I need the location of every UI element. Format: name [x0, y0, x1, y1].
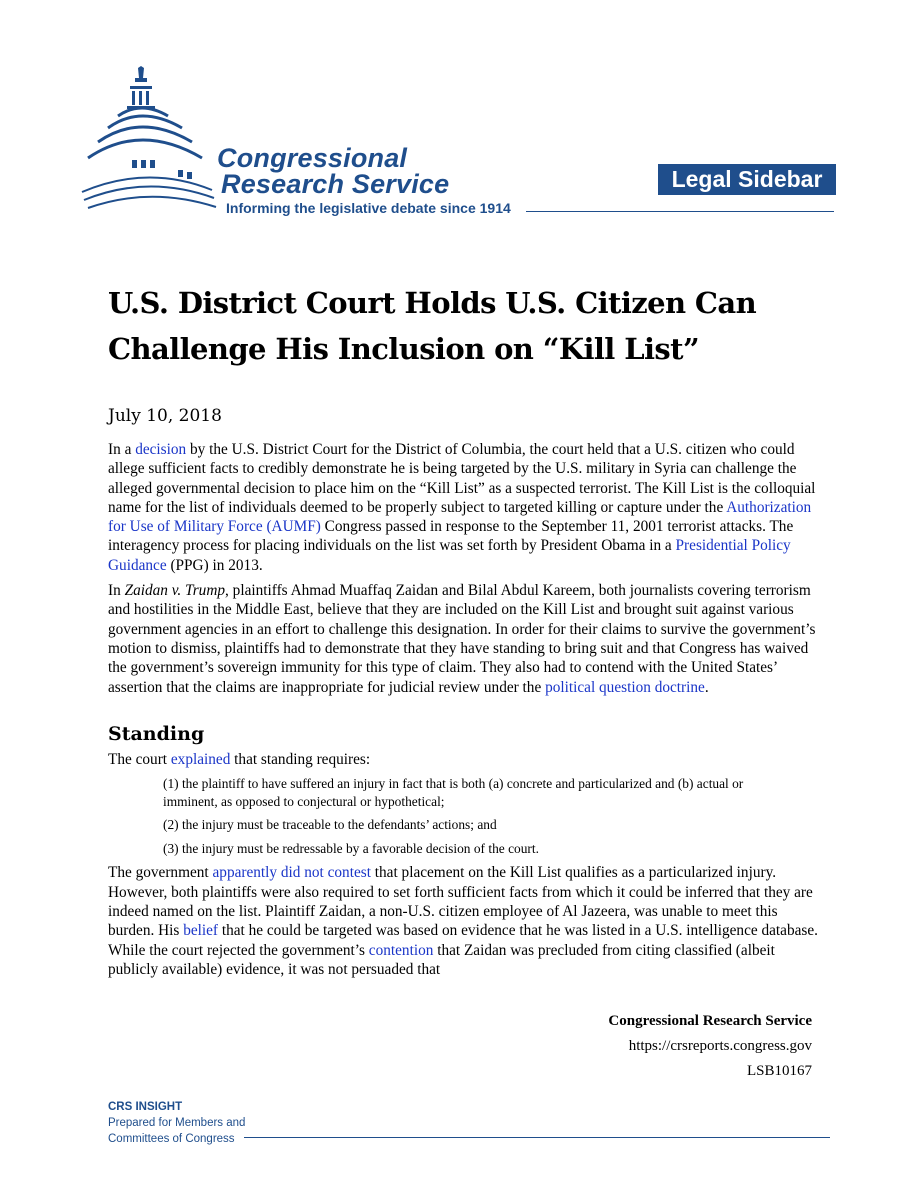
link-aumf[interactable]: Authorization for Use of Military Force (AUMF)	[108, 498, 812, 536]
report-footer	[608, 1012, 812, 1087]
crs-capitol-dome-logo-icon	[78, 64, 218, 214]
logo-tagline: Informing the legislative debate since 1914	[226, 200, 511, 216]
header-divider	[526, 211, 834, 212]
article-body	[108, 440, 818, 985]
link-decision[interactable]: decision	[135, 441, 187, 458]
standing-requirement-2: (2) the injury must be traceable to the defendants’ actions; and	[163, 817, 497, 833]
footer-divider	[244, 1137, 830, 1138]
case-name: Zaidan v. Trump	[124, 582, 226, 600]
standing-requirement-3: (3) the injury must be redressable by a favorable decision of the court.	[163, 840, 539, 856]
publication-date: July 10, 2018	[108, 406, 222, 426]
logo-wordmark-line2: Research Service	[221, 169, 450, 199]
footer-organization: Congressional Research Service	[608, 1013, 812, 1029]
link-belief[interactable]: belief	[183, 922, 219, 940]
paragraph-intro: In a decision by the U.S. District Court for the District of Columbia, the court held that a U.S. citizen who could allege sufficient facts to credibly demonstrate he is being targeted by the U.S. military in Syria can challenge the alleged governmental decision to place him on the “Kill List” as a suspected terrorist. The Kill List is the colloquial name for the list of individuals deemed to be properly subject to targeted killing or capture under the Authorization for Use of Military Force (AUMF) Congress passed in response to the September 11, 2001 terrorist attacks. The interagency process for placing individuals on the list was set forth by President Obama in a Presidential Policy Guidance (PPG) in 2013.	[108, 441, 816, 574]
section-heading-standing: Standing	[108, 722, 205, 745]
prepared-for-line2: Committees of Congress	[108, 1133, 235, 1145]
footer-report-id: LSB10167	[746, 1063, 812, 1079]
paragraph-government-position: The government apparently did not contest that placement on the Kill List qualifies as a particularized injury. However, both plaintiffs were also required to set forth sufficient facts from which it could be inferred that they are indeed named on the list. Plaintiff Zaidan, a non-U.S. citizen employee of Al Jazeera, was unable to meet this burden. His belief that he could be targeted was based on evidence that he was listed in a U.S. intelligence database. While the court rejected the government’s contention that Zaidan was precluded from citing classified (albeit publicly available) evidence, it was not persuaded that	[108, 864, 818, 978]
link-contention[interactable]: contention	[368, 941, 434, 959]
crs-insight-block	[108, 1099, 245, 1147]
crs-insight-label: CRS INSIGHT	[108, 1101, 183, 1113]
link-presidential-policy-guidance[interactable]: Presidential Policy Guidance	[108, 537, 791, 574]
link-explained[interactable]: explained	[170, 751, 231, 769]
legal-sidebar-badge: Legal Sidebar	[658, 164, 836, 195]
link-apparently-did-not-contest[interactable]: apparently did not contest	[212, 864, 371, 882]
paragraph-case-summary: In Zaidan v. Trump, plaintiffs Ahmad Muaffaq Zaidan and Bilal Abdul Kareem, both journalists covering terrorism and hostilities in the Middle East, believe that they are included on the Kill List and brought suit against various government agencies in an effort to challenge this designation. In order for their claims to survive the government’s motion to dismiss, plaintiffs had to demonstrate that they have standing to bring suit and that Congress has waived the government’s sovereign immunity for this type of claim. They also had to contend with the United States’ assertion that the claims are inappropriate for judicial review under the political question doctrine.	[108, 582, 816, 696]
paragraph-standing-intro: The court explained that standing requires:	[108, 751, 371, 769]
logo-wordmark-line1: Congressional	[217, 143, 408, 173]
standing-requirement-1: (1) the plaintiff to have suffered an injury in fact that is both (a) concrete and particularized and (b) actual or imminent, as opposed to conjectural or hypothetical;	[163, 776, 744, 809]
page-title: U.S. District Court Holds U.S. Citizen Can Challenge His Inclusion on “Kill List”	[108, 286, 757, 366]
footer-url[interactable]: https://crsreports.congress.gov	[628, 1038, 812, 1054]
link-political-question-doctrine[interactable]: political question doctrine	[545, 678, 705, 696]
prepared-for-line1: Prepared for Members and	[108, 1117, 246, 1129]
